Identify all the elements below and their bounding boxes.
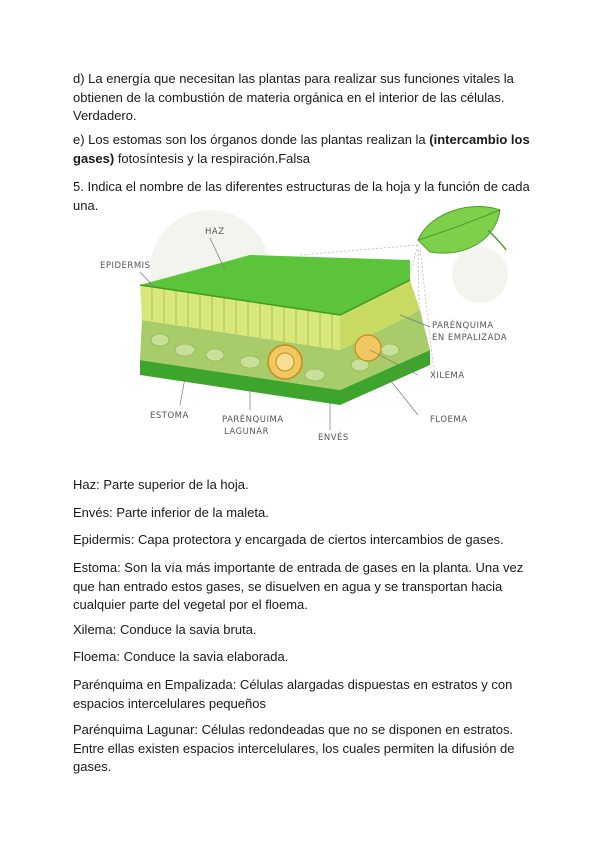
- label-enves: ENVÉS: [318, 433, 349, 443]
- answer-epidermis: Epidermis: Capa protectora y encargada de ciertos intercambios de gases.: [73, 532, 504, 547]
- question-e-prefix: e) Los estomas son los órganos donde las plantas realizan la: [73, 132, 430, 147]
- answer-estoma: Estoma: Son la vía más importante de entrada de gases en la planta. Una vez que han entrado estos gases, se disuelven en agua y se transportan hacia cualquier parte del vegetal por el floema.: [73, 560, 524, 612]
- label-parenquima-empalizada-2: EN EMPALIZADA: [432, 333, 508, 343]
- question-e: [73, 131, 533, 168]
- question-e-suffix: fotosíntesis y la respiración.Falsa: [114, 150, 311, 166]
- label-parenquima-empalizada-1: PARÉNQUIMA: [432, 321, 494, 331]
- label-haz: HAZ: [205, 227, 225, 237]
- leaf-icon: [418, 207, 506, 254]
- label-floema: FLOEMA: [430, 415, 468, 425]
- label-parenquima-lagunar-2: LAGUNAR: [224, 427, 269, 437]
- answer-parenquima-empalizada: Parénquima en Empalizada: Células alargadas dispuestas en estratos y con espacios intercelulares pequeños: [73, 677, 513, 711]
- label-parenquima-lagunar-1: PARÉNQUIMA: [222, 415, 284, 425]
- leaf-structure-diagram: [100, 200, 520, 450]
- label-xilema: XILEMA: [430, 371, 465, 381]
- question-5: 5. Indica el nombre de las diferentes estructuras de la hoja y la función de cada una.: [73, 179, 530, 213]
- answer-parenquima-lagunar: Parénquima Lagunar: Células redondeadas que no se disponen en estratos. Entre ellas existen espacios intercelulares, los cuales permiten la difusión de gases.: [73, 722, 515, 774]
- question-e-bold: (intercambio los gases): [73, 132, 530, 166]
- label-estoma: ESTOMA: [150, 411, 189, 421]
- answer-enves: Envés: Parte inferior de la maleta.: [73, 505, 269, 520]
- answer-haz: Haz: Parte superior de la hoja.: [73, 477, 249, 492]
- label-epidermis: EPIDERMIS: [100, 261, 151, 271]
- question-d: d) La energía que necesitan las plantas para realizar sus funciones vitales la obtienen de la combustión de materia orgánica en el interior de las células. Verdadero.: [73, 71, 514, 123]
- answer-xilema: Xilema: Conduce la savia bruta.: [73, 622, 257, 637]
- background-circle: [452, 247, 508, 303]
- answer-floema: Floema: Conduce la savia elaborada.: [73, 649, 289, 664]
